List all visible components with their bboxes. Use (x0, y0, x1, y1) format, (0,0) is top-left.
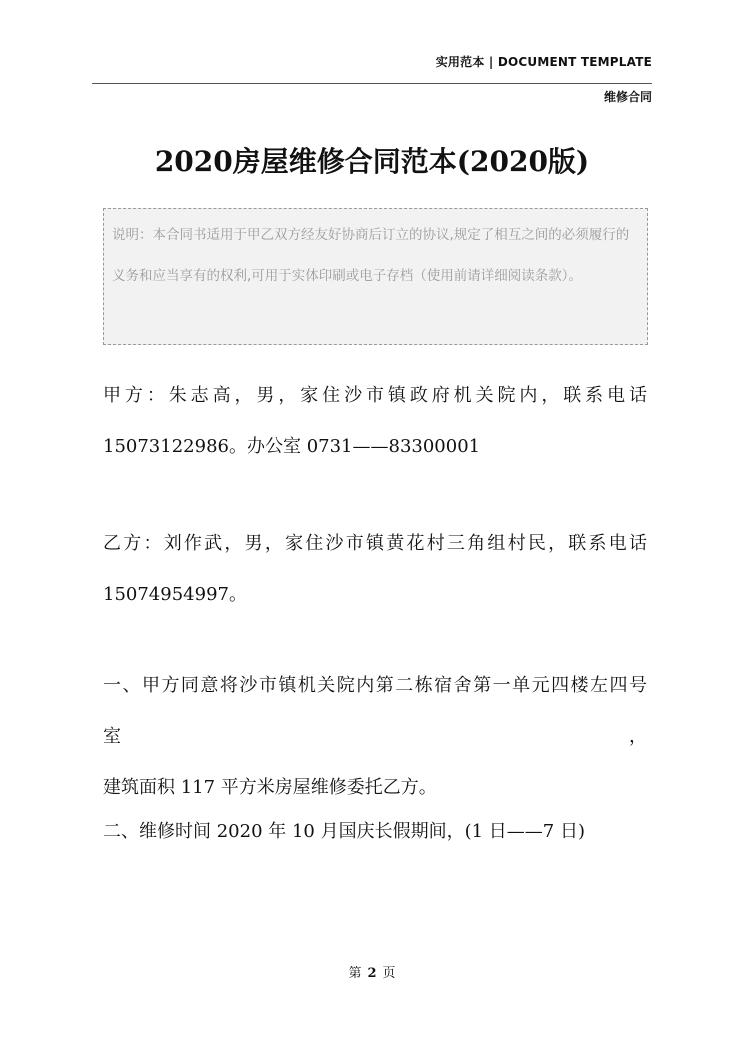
page-suffix: 页 (382, 966, 396, 981)
party-a-line-2: 15073122986。办公室 0731——83300001 (103, 436, 481, 457)
notice-text: 说明：本合同书适用于甲乙双方经友好协商后订立的协议,规定了相互之间的必须履行的义务和应当享有的权利,可用于实体印刷或电子存档（使用前请详细阅读条款）。 (112, 227, 630, 284)
notice-box (103, 208, 648, 345)
header-category: 实用范本 | DOCUMENT TEMPLATE (435, 55, 652, 69)
header-doc-type: 维修合同 (603, 90, 652, 104)
page-title: 2020房屋维修合同范本(2020版) (154, 145, 590, 178)
party-a-line-1: 甲方：朱志高，男，家住沙市镇政府机关院内，联系电话 (103, 385, 648, 406)
clause-1-line-2: 建筑面积 117 平方米房屋维修委托乙方。 (103, 777, 437, 798)
party-a-paragraph (103, 370, 648, 472)
party-b-paragraph (103, 518, 648, 620)
clause-1-line-1: 一、甲方同意将沙市镇机关院内第二栋宿舍第一单元四楼左四号室， (103, 675, 648, 747)
page-prefix: 第 (348, 966, 362, 981)
clause-2-line-1: 二、维修时间 2020 年 10 月国庆长假期间，(1 日——7 日) (103, 821, 585, 842)
header-divider (92, 83, 652, 84)
clause-1-paragraph (103, 660, 648, 813)
party-b-line-2: 15074954997。 (103, 584, 247, 605)
page-number: 2 (367, 966, 377, 981)
clause-2-paragraph (103, 806, 648, 857)
page-footer (0, 962, 744, 981)
party-b-line-1: 乙方：刘作武，男，家住沙市镇黄花村三角组村民，联系电话 (103, 533, 648, 554)
